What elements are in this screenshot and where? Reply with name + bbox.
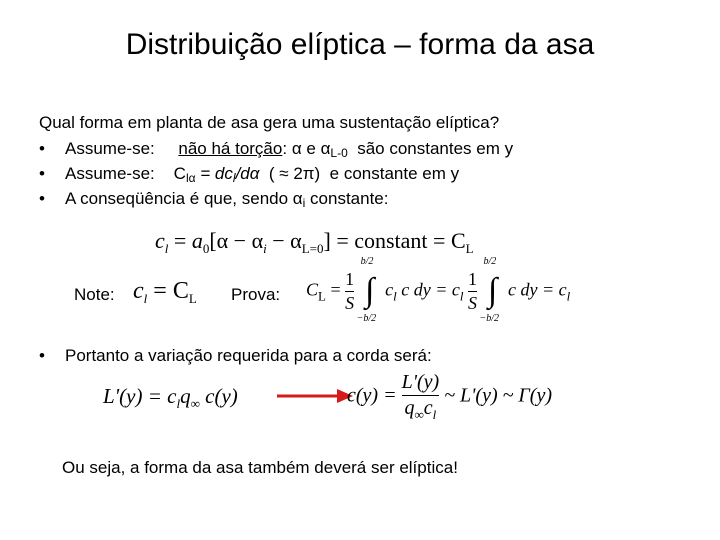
proof-label: Prova: (231, 285, 281, 304)
bullet-1: Assume-se: não há torção: α e $\alpha_{L-0}$ são constantes em y (65, 139, 514, 160)
note-equation: $c_l = C_L$ (133, 278, 197, 306)
lift-coefficient-equation: $c_l = a_0[\alpha - \alpha_i - \alpha_{L=0}]$ = constant = $C_L$ (155, 228, 474, 256)
chord-distribution-equation: c(y) = $\frac{L'(y)}{q_\infty c_l}$ ~ L'(y) ~ Γ(y) (347, 371, 552, 422)
page-title: Distribuição elíptica – forma da asa (125, 28, 595, 61)
bullet-marker: • (39, 139, 45, 158)
proof-equation: $C_L$ = $\frac{1}{S}$ b/2 ∫ −b/2 $c_l$ c dy = $c_l$ $\frac{1}{S}$ b/2 ∫ −b/2 c dy = $c_l$ (306, 256, 571, 325)
note-label: Note: (74, 285, 115, 304)
bullet-marker: • (39, 346, 45, 365)
bullet-2: Assume-se: $C_{l\alpha} = dc_l/d\alpha$ ( ≈ 2π) e constante em y (65, 164, 460, 185)
bullet-3: A conseqüência é que, sendo $\alpha_i$ constante: (65, 189, 389, 210)
intro-question: Qual forma em planta de asa gera uma sustentação elíptica? (39, 113, 500, 132)
no-twist-text: não há torção (178, 139, 283, 158)
bullet-marker: • (39, 164, 45, 183)
conclusion-text: Ou seja, a forma da asa também deverá ser elíptica! (62, 458, 458, 477)
bullet-4: Portanto a variação requerida para a corda será: (65, 346, 432, 365)
lift-distribution-equation: $L'(y) = c_lq_\infty$ c(y) (103, 384, 238, 411)
implies-arrow (275, 386, 355, 406)
bullet-marker: • (39, 189, 45, 208)
